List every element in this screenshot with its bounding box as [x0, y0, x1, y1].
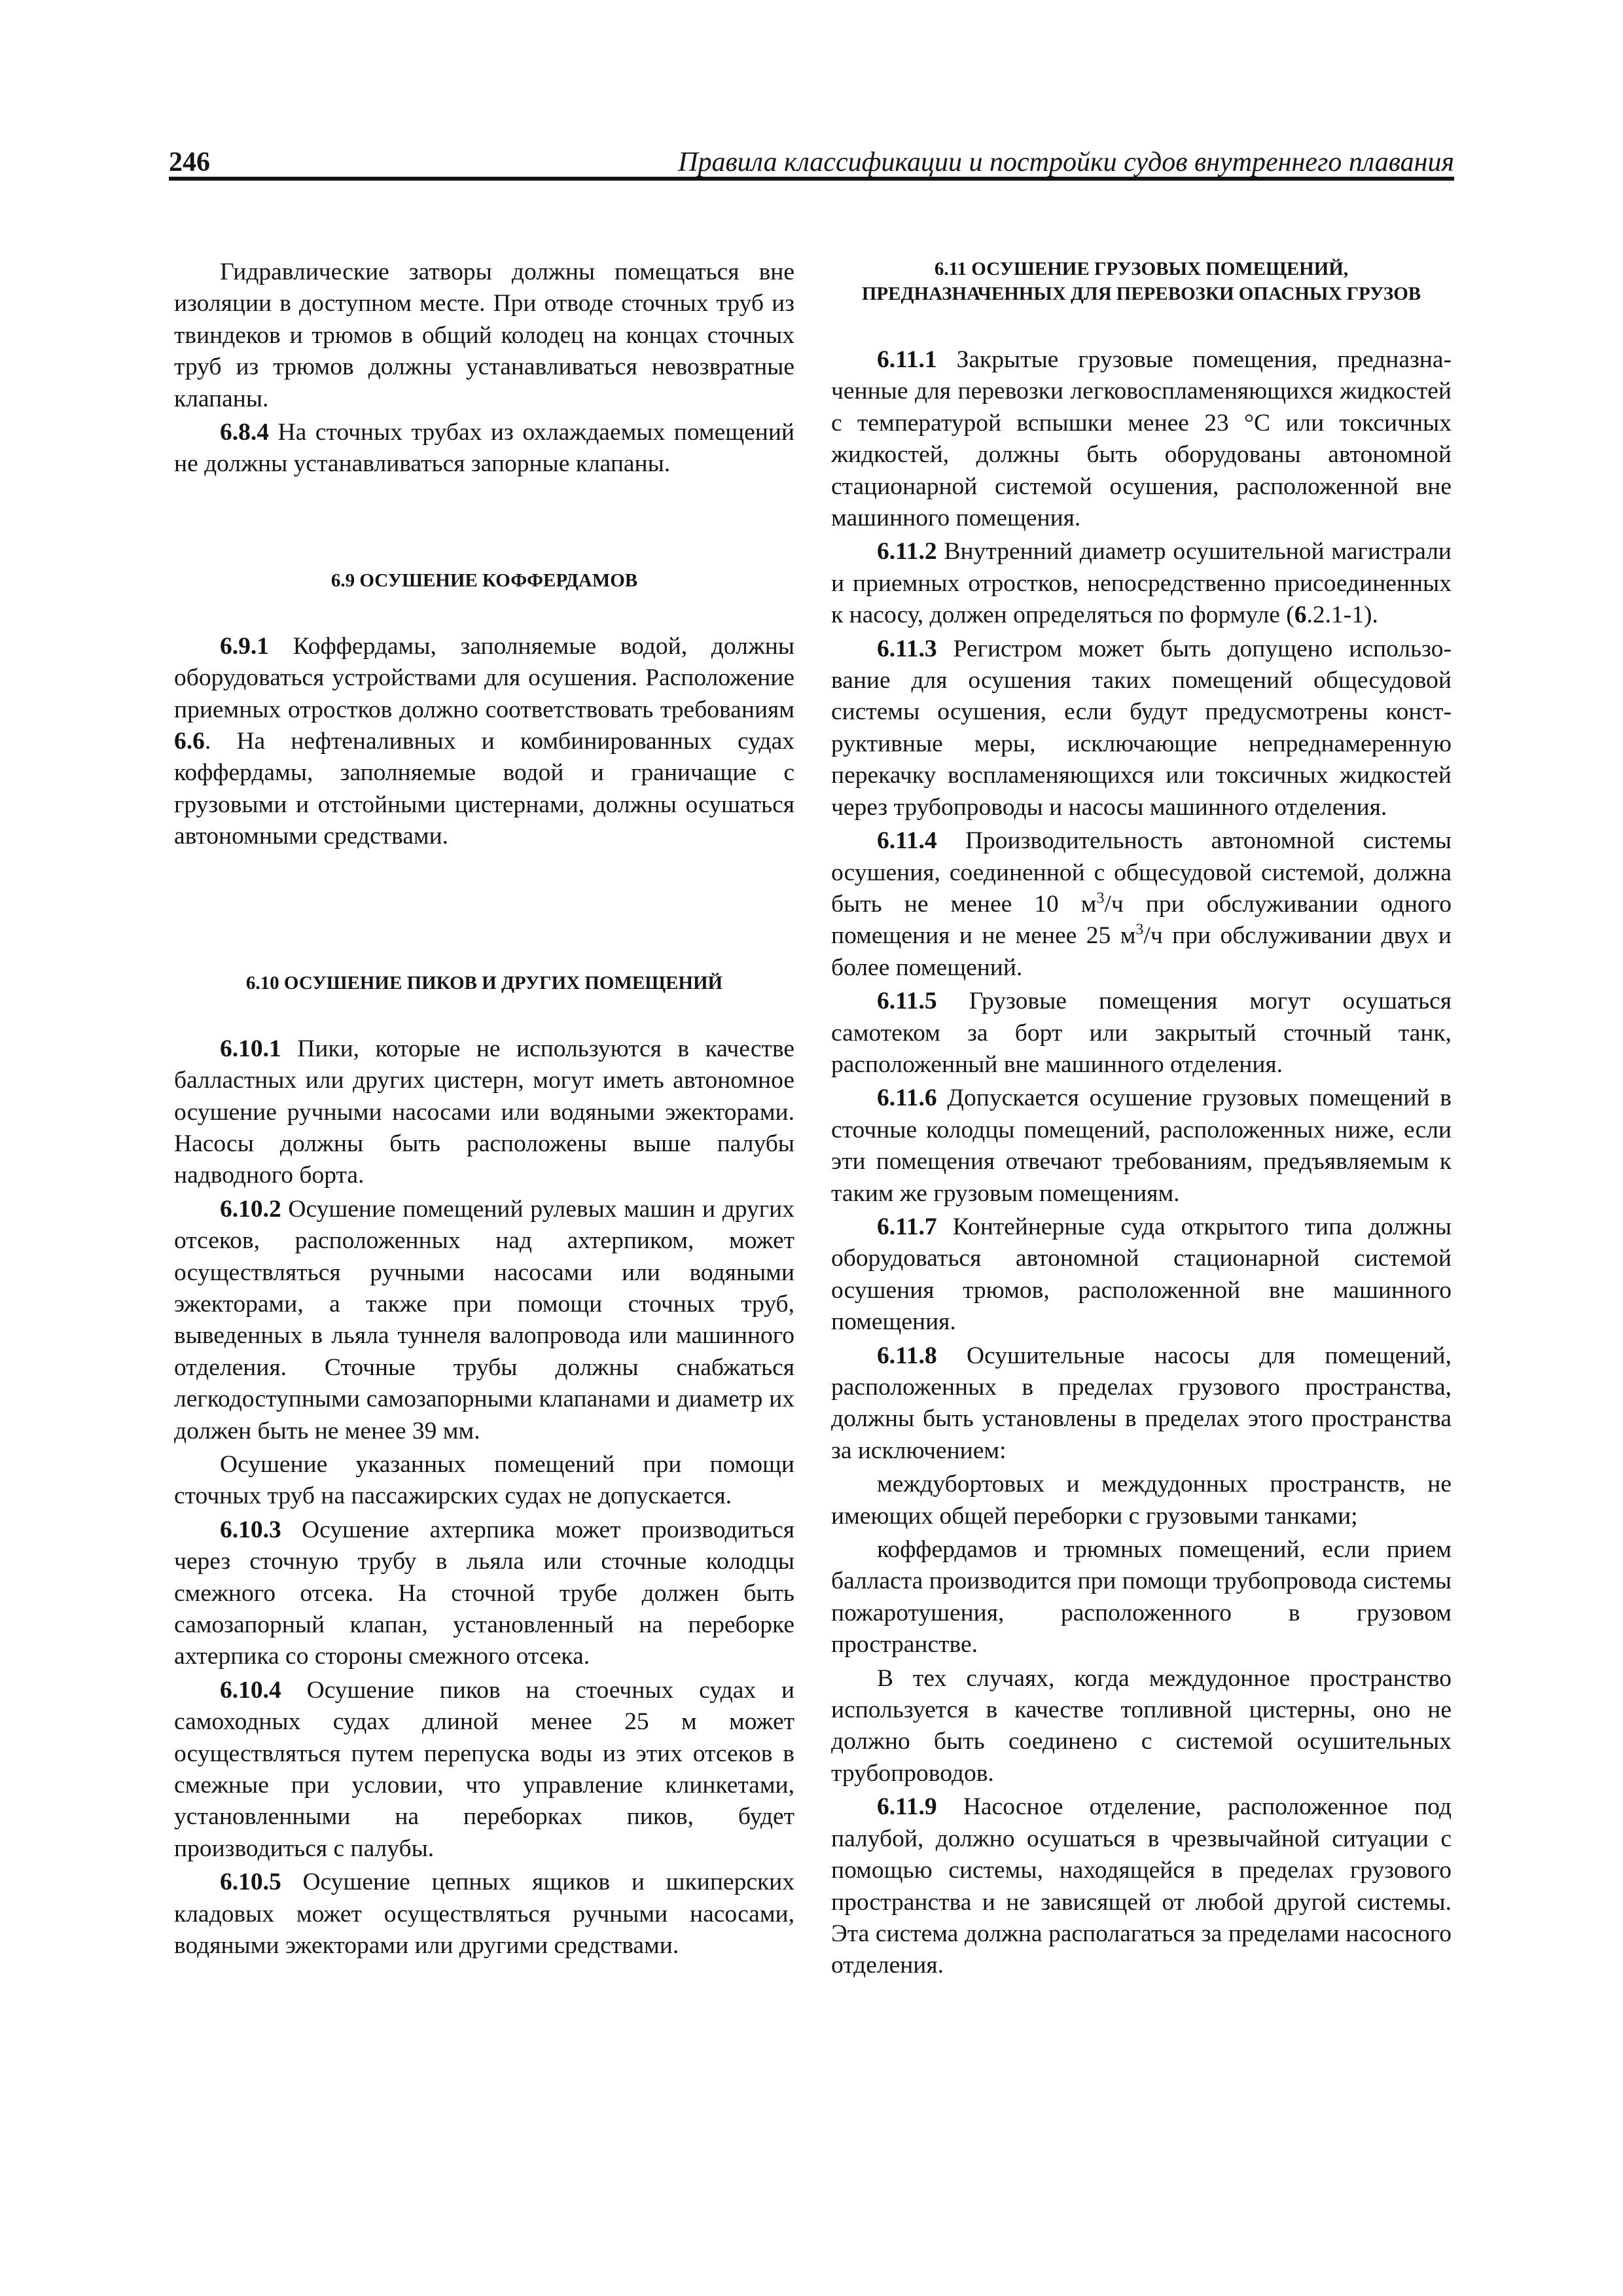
clause-number: 6.11.8	[877, 1342, 937, 1369]
clause-number: 6.10.3	[220, 1516, 281, 1543]
clause-number: 6.11.6	[877, 1085, 937, 1112]
clause-number: 6.11.1	[877, 346, 937, 373]
header-rule	[169, 177, 1454, 181]
running-title: Правила классификации и постройки судов внутреннего плавания	[678, 147, 1454, 177]
right-column	[831, 257, 1452, 1982]
superscript: 3	[1096, 889, 1105, 907]
clause-number: 6.11.5	[877, 988, 937, 1015]
clause-number: 6.11.3	[877, 635, 937, 662]
list-item-interbottom-spaces: междубортовых и междудонных пространств, не имеющих общей переборки с грузовыми танками;	[831, 1471, 1452, 1530]
paragraph-6-10-2: 6.10.2 Осушение помещений рулевых машин и других отсеков, расположенных над ахтерпиком, может осуществляться ручными насосами или водяными эжекторами, а также при помощи сточных труб, выведенных в льяла туннеля валопровода или машинного отделения. Сточные трубы должны снабжаться легкодоступными самозапорными клапанами и диаметр их должен быть не менее 39 мм.	[174, 1195, 794, 1444]
clause-number: 6.10.5	[220, 1869, 281, 1896]
paragraph-6-11-6: 6.11.6 Допускается осушение грузовых помещений в сточные колодцы помещений, расположенных ниже, если эти помещения отвечают требованиям, предъявляемым к таким же грузовым помещениям.	[831, 1085, 1452, 1207]
clause-number: 6.11.4	[877, 827, 937, 855]
section-heading-6-11: 6.11 ОСУШЕНИЕ ГРУЗОВЫХ ПОМЕЩЕНИЙ, ПРЕДНАЗНАЧЕННЫХ ДЛЯ ПЕРЕВОЗКИ ОПАСНЫХ ГРУЗОВ	[861, 259, 1421, 304]
paragraph-6-11-7: 6.11.7 Контейнерные суда открытого типа должны оборудоваться автономной стационарной системой осушения трюмов, расположенной вне машинного помещения.	[831, 1213, 1452, 1336]
clause-number: 6.9.1	[220, 632, 269, 660]
paragraph-6-11-2: 6.11.2 Внутренний диаметр осушительной магистрали и приемных отростков, непосредственно присоединенных к насосу, должен определяться по формуле (6.2.1-1).	[831, 538, 1452, 629]
paragraph-6-11-4: 6.11.4 Производительность автономной системы осушения, соединенной с общесудовой системой, должна быть не менее 10 $м^3/ч$ при обслуживании одного помещения и не менее 25 $м^3/ч$ при обслуживании двух и более помещений.	[831, 827, 1452, 981]
clause-number: 6.10.1	[220, 1035, 281, 1062]
paragraph-6-11-5: 6.11.5 Грузовые помещения могут осушаться самотеком за борт или закрытый сточный танк, расположенный вне машинного отделения.	[831, 988, 1452, 1078]
paragraph-6-11-8: 6.11.8 Осушительные насосы для помещений, расположенных в пределах грузового пространства, должны быть установлены в пределах этого пространства за исключением:	[831, 1342, 1452, 1464]
superscript: 3	[1135, 921, 1144, 939]
clause-number: 6.11.2	[877, 538, 937, 565]
paragraph-6-10-5: 6.10.5 Осушение цепных ящиков и шкиперских кладовых может осуществляться ручными насосами, водяными эжекторами или другими средствами.	[174, 1869, 794, 1960]
paragraph-6-10-1: 6.10.1 Пики, которые не используются в качестве балластных или других цистерн, могут иметь автономное осушение ручными насосами или водяными эжекторами. Насосы должны быть расположены выше палубы надводного борта.	[174, 1035, 794, 1189]
page-number: 246	[169, 147, 210, 177]
paragraph-6-10-2-cont: Осушение указанных помещений при помощи сточных труб на пассажирских судах не допускается.	[174, 1450, 794, 1510]
paragraph-6-11-1: 6.11.1 Закрытые грузовые помещения, предназначенные для перевозки легковоспламеняющихся жидкостей с температурой вспышки менее 23 °С или токсичных жидкостей, должны быть оборудованы автономной стационарной системой осушения, расположенной вне машинного помещения.	[831, 346, 1452, 532]
formula-reference: 6	[1294, 601, 1307, 629]
paragraph-6-11-8-note: В тех случаях, когда междудонное пространство используется в качестве топливной цистерны, оно не должно быть соединено с системой осушительных трубопроводов.	[831, 1664, 1452, 1787]
clause-number: 6.8.4	[220, 419, 269, 446]
paragraph-6-10-4: 6.10.4 Осушение пиков на стоечных судах и самоходных судах длиной менее 25 м может осуществляться путем перепуска воды из этих отсеков в смежные при условии, что управление клинкетами, установленными на переборках пиков, будет производиться с палубы.	[174, 1676, 794, 1862]
left-column	[174, 257, 794, 1962]
paragraph-intro: Гидравлические затворы должны помещаться вне изоляции в доступном месте. При отводе сточных труб из твиндеков и трюмов в общий колодец на концах сточных труб из трюмов должны устанавливаться невозвратные клапаны.	[174, 259, 794, 412]
clause-number: 6.10.2	[220, 1195, 281, 1223]
page-header	[169, 143, 1454, 182]
cross-reference: 6.6	[174, 728, 205, 755]
paragraph-6-10-3: 6.10.3 Осушение ахтерпика может производиться через сточную трубу в льяла или сточные колодцы смежного отсека. На сточной трубе должен быть самозапорный клапан, установленный на переборке ахтерпика со стороны смежного отсека.	[174, 1516, 794, 1670]
clause-number: 6.11.9	[877, 1793, 937, 1821]
list-item-cofferdams: коффердамов и трюмных помещений, если прием балласта производится при помощи трубопровода системы пожаротушения, расположенного в грузовом пространстве.	[831, 1536, 1452, 1659]
paragraph-6-11-9: 6.11.9 Насосное отделение, расположенное под палубой, должно осушаться в чрезвычайной ситуации с помощью системы, находящейся в пределах грузового пространства и не зависящей от любой другой системы. Эта система должна располагаться за пределами насосного отделения.	[831, 1793, 1452, 1979]
clause-number: 6.10.4	[220, 1676, 281, 1704]
clause-number: 6.11.7	[877, 1213, 937, 1240]
section-heading-6-10: 6.10 ОСУШЕНИЕ ПИКОВ И ДРУГИХ ПОМЕЩЕНИЙ	[245, 972, 723, 994]
paragraph-6-8-4: 6.8.4 На сточных трубах из охлаждаемых помещений не должны устанавливаться запорные клапаны.	[174, 419, 794, 478]
section-heading-6-9: 6.9 ОСУШЕНИЕ КОФФЕРДАМОВ	[330, 569, 638, 591]
paragraph-6-11-3: 6.11.3 Регистром может быть допущено использование для осушения таких помещений общесудовой системы осушения, если будут предусмотрены конструктивные меры, исключающие непреднамеренную перекачку воспламеняющихся или токсичных жидкостей через трубопроводы и насосы машинного отделения.	[831, 635, 1452, 821]
paragraph-6-9-1: 6.9.1 Коффердамы, заполняемые водой, должны оборудоваться устройствами для осушения. Расположение приемных отростков должно соответствовать требованиям 6.6. На нефтеналивных и комбинированных судах коффердамы, заполняемые водой и граничащие с грузовыми и отстойными цистернами, должны осушаться автономными средствами.	[174, 632, 794, 850]
